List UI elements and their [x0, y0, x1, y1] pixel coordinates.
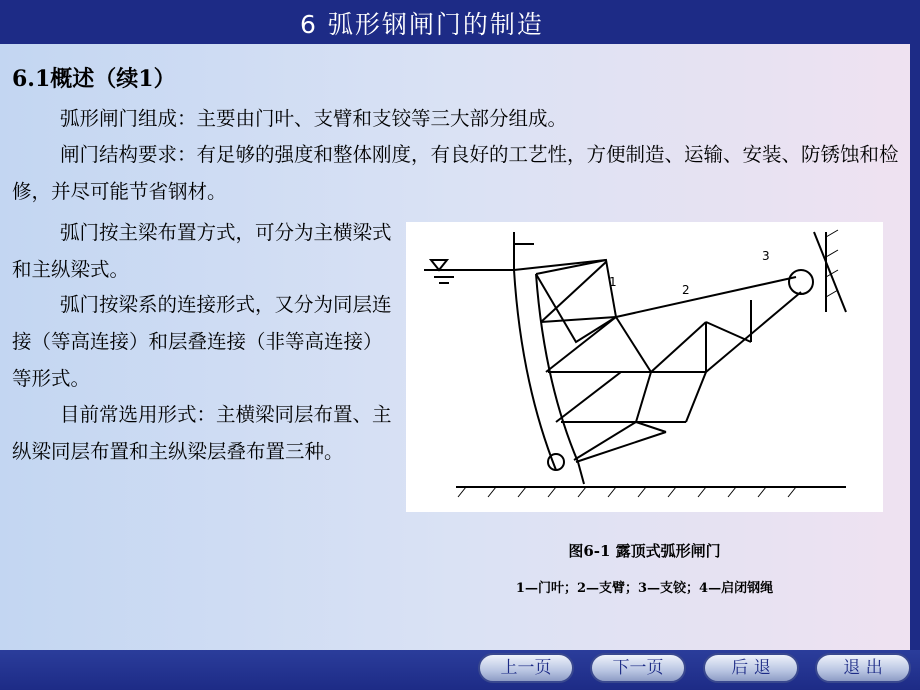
paragraph-requirements: 闸门结构要求：有足够的强度和整体刚度，有良好的工艺性，方便制造、运输、安装、防锈蚀和检修，并尽可能节省钢材。	[12, 143, 899, 203]
radial-gate-drawing	[406, 222, 883, 512]
next-page-button[interactable]: 下一页	[590, 653, 686, 683]
label-1: 1	[609, 275, 617, 289]
prev-page-button[interactable]: 上一页	[478, 653, 574, 683]
trunnion-pin	[789, 270, 813, 294]
paragraph-common-forms: 目前常选用形式：主横梁同层布置、主纵梁同层布置和主纵梁层叠布置三种。	[12, 403, 392, 463]
label-2: 2	[682, 283, 690, 297]
water-level-marker	[431, 260, 447, 270]
slide-title: 6 弧形钢闸门的制造	[300, 10, 544, 39]
figure-caption: 图6-1 露顶式弧形闸门	[568, 542, 721, 560]
paragraph-composition: 弧形闸门组成：主要由门叶、支臂和支铰等三大部分组成。	[60, 107, 568, 130]
support-arm-lower	[706, 292, 801, 372]
radial-gate-figure	[406, 222, 883, 512]
figure-legend: 1—门叶；2—支臂；3—支铰；4—启闭钢绳	[515, 581, 774, 596]
exit-button[interactable]: 退 出	[815, 653, 911, 683]
paragraph-connection: 弧门按梁系的连接形式，又分为同层连接（等高连接）和层叠连接（非等高连接）等形式。	[12, 293, 392, 390]
back-button[interactable]: 后 退	[703, 653, 799, 683]
support-arm-upper	[616, 277, 796, 317]
paragraph-main-beam: 弧门按主梁布置方式，可分为主横梁式和主纵梁式。	[12, 221, 392, 281]
label-3: 3	[762, 249, 770, 263]
section-heading: 6.1概述（续1）	[12, 66, 176, 92]
slide-header	[0, 0, 920, 44]
